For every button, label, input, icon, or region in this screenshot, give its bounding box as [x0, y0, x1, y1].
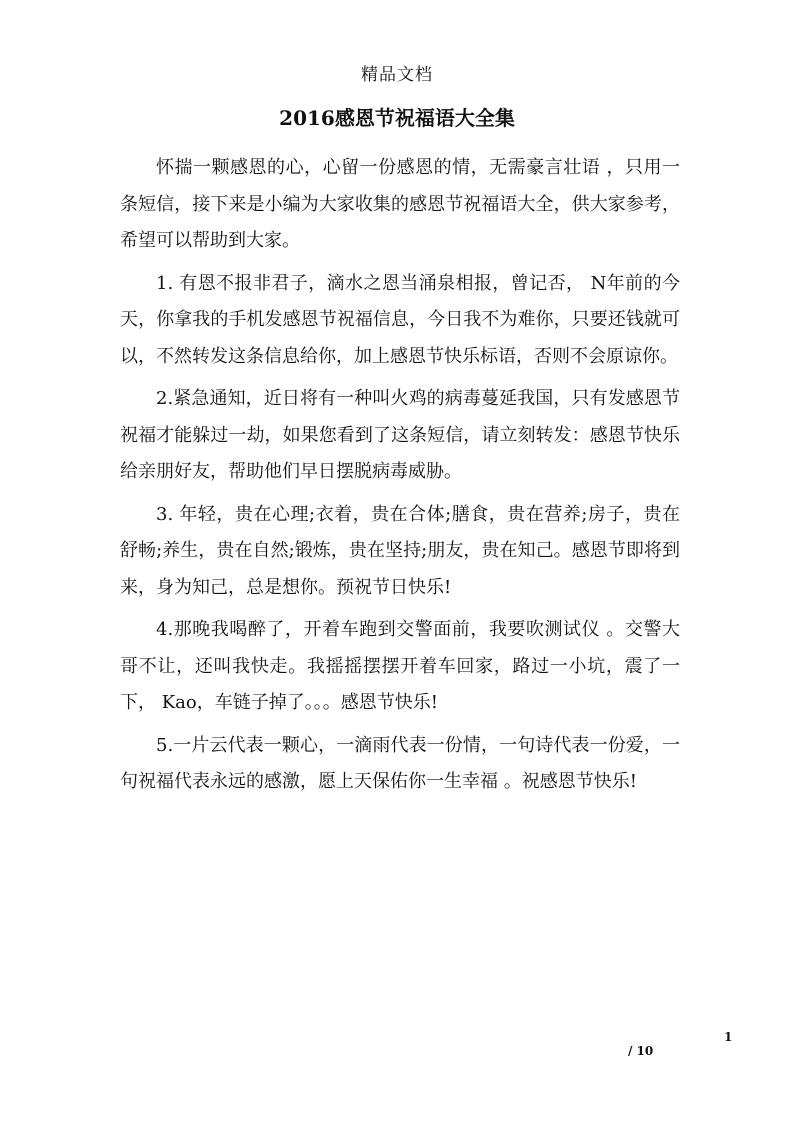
blessing-paragraph-3: 3. 年轻，贵在心理;衣着，贵在合体;膳食，贵在营养;房子，贵在舒畅;养生，贵在自然;锻炼，贵在坚持;朋友，贵在知己。感恩节即将到来，身为知己，总是想你。预祝节日快乐!: [120, 503, 680, 598]
blessing-paragraph-2: 2.紧急通知，近日将有一种叫火鸡的病毒蔓延我国，只有发感恩节祝福才能躲过一劫，如果您看到了这条短信，请立刻转发：感恩节快乐给亲朋好友，帮助他们早日摆脱病毒威胁。: [120, 388, 680, 482]
page-total: / 10: [628, 1044, 654, 1058]
blessing-paragraph-5: 5.一片云代表一颗心，一滴雨代表一份情，一句诗代表一份爱，一句祝福代表永远的感激，愿上天保佑你一生幸福 。祝感恩节快乐!: [120, 734, 680, 792]
document-header: 精品文档: [361, 65, 433, 85]
blessing-paragraph-4: 4.那晚我喝醉了，开着车跑到交警面前，我要吹测试仪 。交警大哥不让，还叫我快走。我摇摇摆摆开着车回家，路过一小坑，震了一下， Kao，车链子掉了。。。感恩节快乐!: [120, 619, 680, 713]
document-title: 2016感恩节祝福语大全集: [279, 106, 515, 130]
blessing-paragraph-1: 1. 有恩不报非君子，滴水之恩当涌泉相报，曾记否， N年前的今天，你拿我的手机发感恩节祝福信息，今日我不为难你，只要还钱就可以，不然转发这条信息给你，加上感恩节快乐标语，否则不会原谅你。: [120, 272, 680, 367]
document-body: [120, 150, 680, 807]
intro-paragraph: 怀揣一颗感恩的心，心留一份感恩的情，无需豪言壮语 ，只用一条短信，接下来是小编为大家收集的感恩节祝福语大全，供大家参考，希望可以帮助到大家。: [120, 157, 680, 251]
page-number: 1: [724, 1030, 733, 1044]
